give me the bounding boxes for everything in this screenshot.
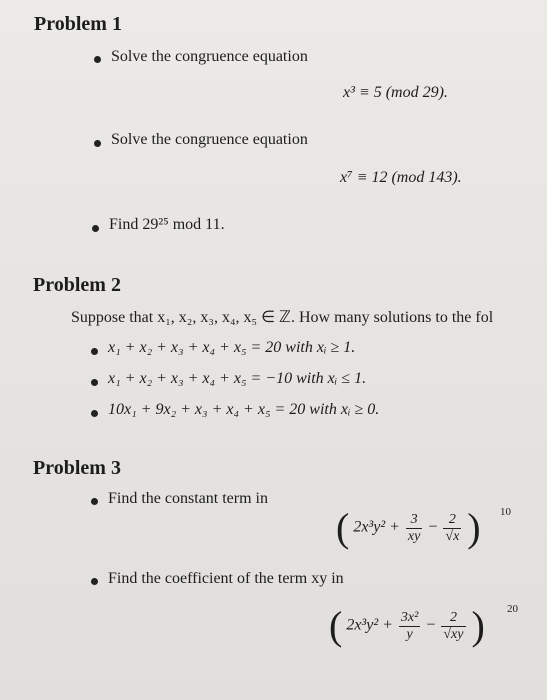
p2-intro: Suppose that x₁, x₂, x₃, x₄, x₅ ∈ ℤ. How many solutions to the fol xyxy=(71,309,494,326)
expr-power: 10 xyxy=(500,506,511,518)
p2-item1: x₁ + x₂ + x₃ + x₄ + x₅ = 20 with xᵢ ≥ 1. xyxy=(108,339,356,356)
bullet xyxy=(94,56,101,63)
expr-power: 20 xyxy=(507,603,518,615)
left-paren: ( xyxy=(336,505,350,550)
frac-denominator: √xy xyxy=(443,626,464,642)
right-paren: ) xyxy=(467,505,481,550)
expr-term1: 2x³y² + xyxy=(346,616,393,634)
right-paren: ) xyxy=(471,603,485,648)
p3-item2-expression xyxy=(329,603,485,648)
bullet xyxy=(92,225,99,232)
frac-denominator: √x xyxy=(445,528,460,544)
bullet xyxy=(91,348,98,355)
p1-item2-text: Solve the congruence equation xyxy=(111,131,308,148)
frac-numerator: 3x² xyxy=(400,609,419,625)
fraction xyxy=(441,610,465,643)
p1-item1-text: Solve the congruence equation xyxy=(111,48,308,65)
left-paren: ( xyxy=(329,603,343,648)
p2-item3: 10x₁ + 9x₂ + x₃ + x₄ + x₅ = 20 with xᵢ ≥ 0. xyxy=(108,401,380,418)
minus-sign: − xyxy=(426,616,436,634)
frac-numerator: 2 xyxy=(441,610,465,627)
p1-item3-text: Find 29²⁵ mod 11. xyxy=(109,216,225,233)
frac-numerator: 3 xyxy=(406,512,422,529)
bullet xyxy=(94,140,101,147)
frac-denominator: xy xyxy=(407,528,421,544)
problem3-heading: Problem 3 xyxy=(33,457,121,479)
p1-item1-equation: x³ ≡ 5 (mod 29). xyxy=(343,84,448,101)
p3-item1-text: Find the constant term in xyxy=(108,490,268,507)
frac-denominator: y xyxy=(406,626,413,642)
expr-term1: 2x³y² + xyxy=(353,518,400,536)
fraction xyxy=(399,610,420,643)
fraction xyxy=(443,512,461,545)
bullet xyxy=(91,379,98,386)
problem1-heading: Problem 1 xyxy=(34,13,122,35)
frac-numerator: 2 xyxy=(443,512,461,529)
bullet xyxy=(91,578,98,585)
problem2-heading: Problem 2 xyxy=(33,274,121,296)
p3-item2-text: Find the coefficient of the term xy in xyxy=(108,570,344,587)
p1-item2-equation: x⁷ ≡ 12 (mod 143). xyxy=(340,169,462,186)
p2-item2: x₁ + x₂ + x₃ + x₄ + x₅ = −10 with xᵢ ≤ 1. xyxy=(108,370,367,387)
p3-item1-expression xyxy=(336,505,481,550)
bullet xyxy=(91,498,98,505)
fraction xyxy=(406,512,422,545)
bullet xyxy=(91,410,98,417)
minus-sign: − xyxy=(428,518,438,536)
